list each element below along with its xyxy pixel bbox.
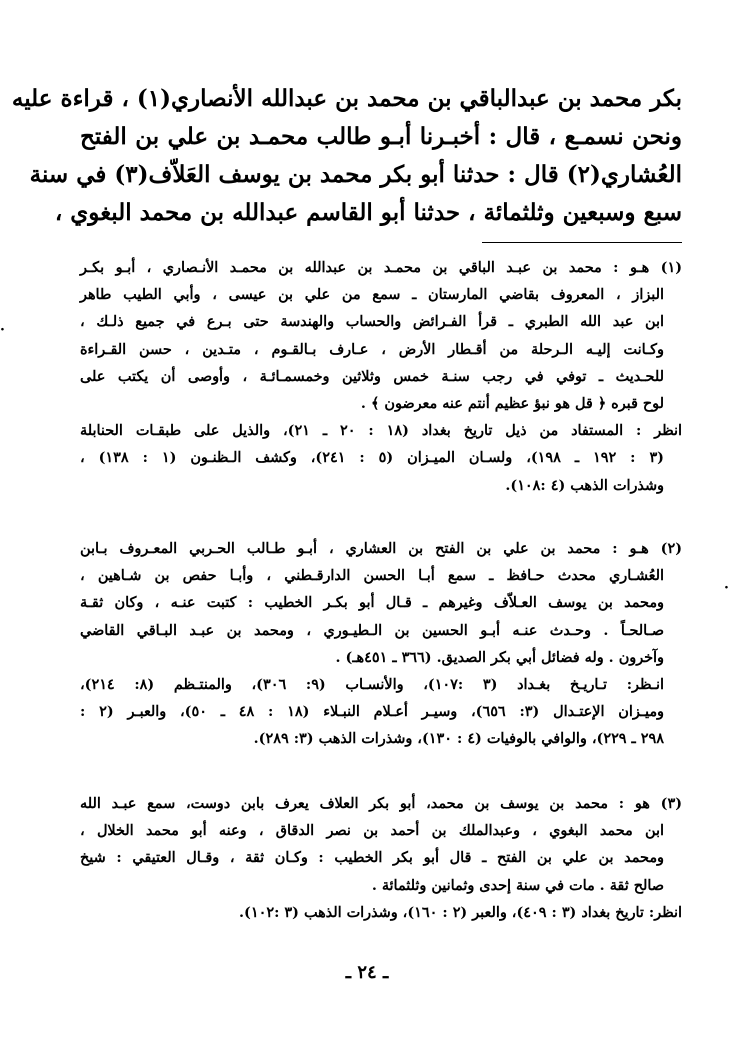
page-number: ـ ٢٤ ـ — [345, 962, 389, 983]
footnote-line: انـظر: تـاريـخ بغـداد (٣ :١٠٧)، والأنسـاب (٩: ٣٠٦)، والمنتـظم (٨: ٢١٤)، — [80, 675, 664, 693]
footnote-line: لوح قبره ﴿ قل هو نبؤ عظيم أنتم عنه معرضون ﴾ . — [360, 394, 664, 412]
edge-mark: · — [0, 322, 5, 338]
footnote-2 — [80, 535, 682, 753]
footnote-line: (٣ : ١٩٢ ـ ١٩٨)، ولسـان الميـزان (٥ : ٢٤١)، وكشف الـظنـون (١ : ١٣٨) ، — [80, 449, 664, 467]
footnote-line: (٢) هـو : محمد بن علي بن الفتح بن العشاري ، أبـو طـالب الحـربي المعـروف بـابن — [80, 540, 682, 557]
footnote-line: البزاز ، المعروف بقاضي المارستان ـ سمع من علي بن عيسى ، وأبي الطيب طاهر — [80, 286, 664, 304]
footnote-line: وميـزان الإعتـدال (٣: ٦٥٦)، وسيـر أعـلام النبـلاء (١٨ : ٤٨ ـ ٥٠)، والعبـر (٢ : — [80, 703, 664, 721]
footnote-line: وكـانت إليـه الـرحلة من أقـطار الأرض ، عـارف بـالقـوم ، متـدين ، حسن القـراءة — [80, 340, 664, 358]
main-text-line: ونحن نسمـع ، قال : أخبـرنا أبـو طالب محمـد بن علي بن الفتح — [80, 123, 682, 150]
footnote-line: ٢٩٨ ـ ٢٢٩)، والوافي بالوفيات (٤ : ١٣٠)، وشذرات الذهب (٣: ٢٨٩). — [253, 730, 664, 748]
footnote-line: (١) هـو : محمد بن عبـد الباقي بن محمـد بن عبدالله بن محمـد الأنـصاري ، أبـو بكـر — [80, 259, 682, 276]
footnote-line: ابن محمد البغوي ، وعبدالملك بن أحمد بن نصر الدقاق ، وعنه أبو محمد الخلال ، — [80, 822, 664, 840]
main-text-line: العُشاري(٢) قال : حدثنا أبو بكر محمد بن يوسف العَلاّف(٣) في سنة — [29, 161, 682, 188]
edge-mark: · — [724, 580, 729, 596]
footnote-line: وآخرون . وله فضائل أبي بكر الصديق. (٣٦٦ ـ ٤٥١هـ) . — [335, 648, 664, 666]
footnote-line: ومحمد بن يوسف العـلاّف وغيرهم ـ قـال أبو بكـر الخطيب : كتبت عنـه ، وكان ثقـة — [80, 594, 664, 612]
main-text-line: بكر محمد بن عبدالباقي بن محمد بن عبدالله الأنصاري(١) ، قراءة عليه — [11, 85, 682, 112]
footnote-line: صـالحـاً . وحـدث عنـه أبـو الحسين بن الـطيـوري ، ومحمد بن عبـد البـاقي القاضي — [80, 621, 664, 639]
footnote-line: وشذرات الذهب (٤ :١٠٨). — [505, 476, 664, 494]
main-text-block — [11, 80, 682, 232]
footnote-line: انظر: تاريخ بغداد (٣ : ٤٠٩)، والعبر (٢ : ١٦٠)، وشذرات الذهب (٣ :١٠٢). — [239, 903, 682, 921]
main-text-line: سبع وسبعين وثلثمائة ، حدثنا أبو القاسم عبدالله بن محمد البغوي ، — [54, 199, 682, 226]
footnote-line: للحـديث ـ توفي في رجب سنـة خمس وثلاثين وخمسمـائـة ، وأوصى أن يكتب على — [80, 367, 664, 385]
footnote-1 — [80, 254, 682, 499]
footnote-line: صالح ثقة . مات في سنة إحدى وثمانين وثلثمائة . — [371, 876, 664, 894]
footnote-separator — [482, 242, 682, 243]
footnote-line: ومحمد بن علي بن الفتح ـ قال أبو بكر الخطيب : وكـان ثقة ، وقـال العتيقي : شيخ — [80, 849, 664, 867]
footnote-line: انظر : المستفاد من ذيل تاريخ بغداد (١٨ : ٢٠ ـ ٢١)، والذيل على طبقـات الحنابلة — [80, 422, 682, 440]
footnote-line: (٣) هو : محمد بن يوسف بن محمد، أبو بكر العلاف يعرف بابن دوست، سمع عبـد الله — [80, 795, 682, 812]
footnote-line: العُشـاري محدث حـافظ ـ سمع أبـا الحسن الدارقـطني ، وأبـا حفص بن شـاهين ، — [80, 567, 664, 585]
footnote-3 — [80, 790, 682, 926]
footnote-line: ابن عبد الله الطبري ـ قرأ الفـرائض والحساب والهندسة حتى بـرع في جميع ذلـك ، — [80, 313, 664, 331]
